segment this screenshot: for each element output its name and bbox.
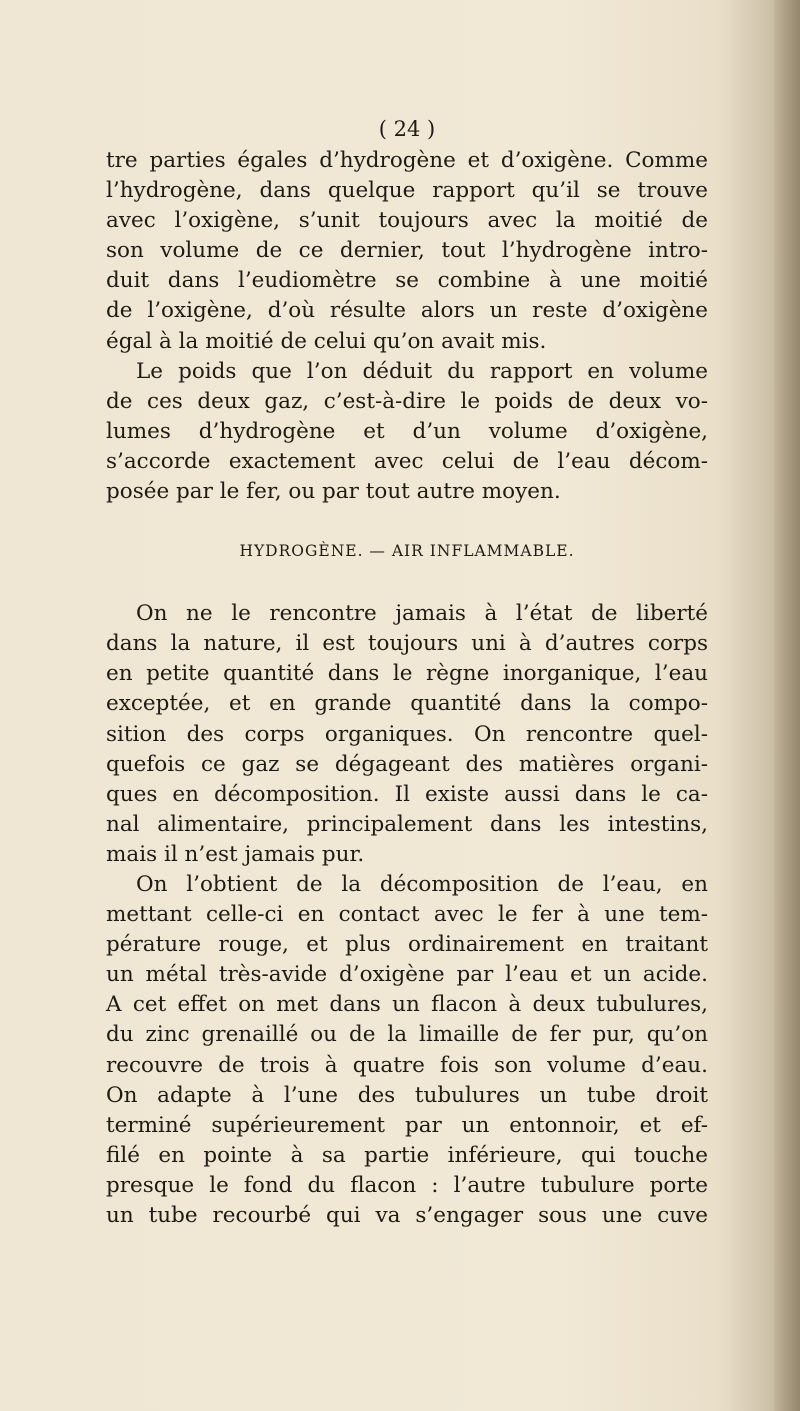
text-line: son volume de ce dernier, tout l’hydrogène intro- (106, 238, 708, 264)
page-text (106, 112, 708, 1231)
text-line: du zinc grenaillé ou de la limaille de fer pur, qu’on (106, 1022, 708, 1048)
text-line: Le poids que l’on déduit du rapport en volume (136, 358, 708, 384)
text-line: s’accorde exactement avec celui de l’eau décom- (106, 448, 708, 474)
text-line: sition des corps organiques. On rencontre quel- (106, 721, 708, 747)
text-line: un métal très-avide d’oxigène par l’eau et un acide. (106, 962, 708, 988)
text-line: quefois ce gaz se dégageant des matières organi- (106, 751, 708, 777)
text-line: recouvre de trois à quatre fois son volume d’eau. (106, 1052, 708, 1078)
text-line: duit dans l’eudiomètre se combine à une moitié (106, 268, 708, 294)
text-line: de ces deux gaz, c’est-à-dire le poids de deux vo- (106, 388, 708, 414)
text-line: A cet effet on met dans un flacon à deux tubulures, (106, 992, 708, 1018)
text-line: terminé supérieurement par un entonnoir, et ef- (106, 1112, 708, 1138)
page-number: ( 24 ) (378, 117, 436, 141)
page-edge-shadow (774, 0, 800, 1411)
paragraph-4 (106, 870, 708, 1231)
paragraph-2 (106, 357, 708, 507)
text-line: dans la nature, il est toujours uni à d’autres corps (106, 631, 708, 657)
paragraph-1 (106, 146, 708, 357)
text-line: On adapte à l’une des tubulures un tube droit (106, 1082, 708, 1108)
text-line: exceptée, et en grande quantité dans la compo- (106, 691, 708, 717)
text-line: un tube recourbé qui va s’engager sous une cuve (106, 1203, 708, 1228)
text-line: pérature rouge, et plus ordinairement en traitant (106, 932, 708, 958)
text-line: nal alimentaire, principalement dans les intestins, (106, 811, 708, 837)
text-line: On ne le rencontre jamais à l’état de liberté (136, 601, 708, 627)
paragraph-3 (106, 599, 708, 870)
text-line: posée par le fer, ou par tout autre moyen. (106, 479, 561, 505)
text-line: en petite quantité dans le règne inorganique, l’eau (106, 661, 708, 687)
text-line: presque le fond du flacon : l’autre tubulure porte (106, 1172, 708, 1198)
text-line: ques en décomposition. Il existe aussi dans le ca- (106, 781, 708, 807)
text-line: lumes d’hydrogène et d’un volume d’oxigène, (106, 418, 708, 444)
text-line: mais il n’est jamais pur. (106, 841, 365, 867)
section-heading: HYDROGÈNE. — AIR INFLAMMABLE. (239, 542, 575, 561)
text-line: filé en pointe à sa partie inférieure, qui touche (106, 1142, 708, 1168)
text-line: tre parties égales d’hydrogène et d’oxigène. Comme (106, 148, 708, 173)
text-line: égal à la moitié de celui qu’on avait mis. (106, 328, 547, 354)
text-line: de l’oxigène, d’où résulte alors un reste d’oxigène (106, 298, 708, 324)
text-line: l’hydrogène, dans quelque rapport qu’il se trouve (106, 178, 708, 204)
text-line: On l’obtient de la décomposition de l’eau, en (136, 871, 708, 897)
text-line: avec l’oxigène, s’unit toujours avec la moitié de (106, 208, 708, 234)
text-line: mettant celle-ci en contact avec le fer à une tem- (106, 902, 708, 928)
